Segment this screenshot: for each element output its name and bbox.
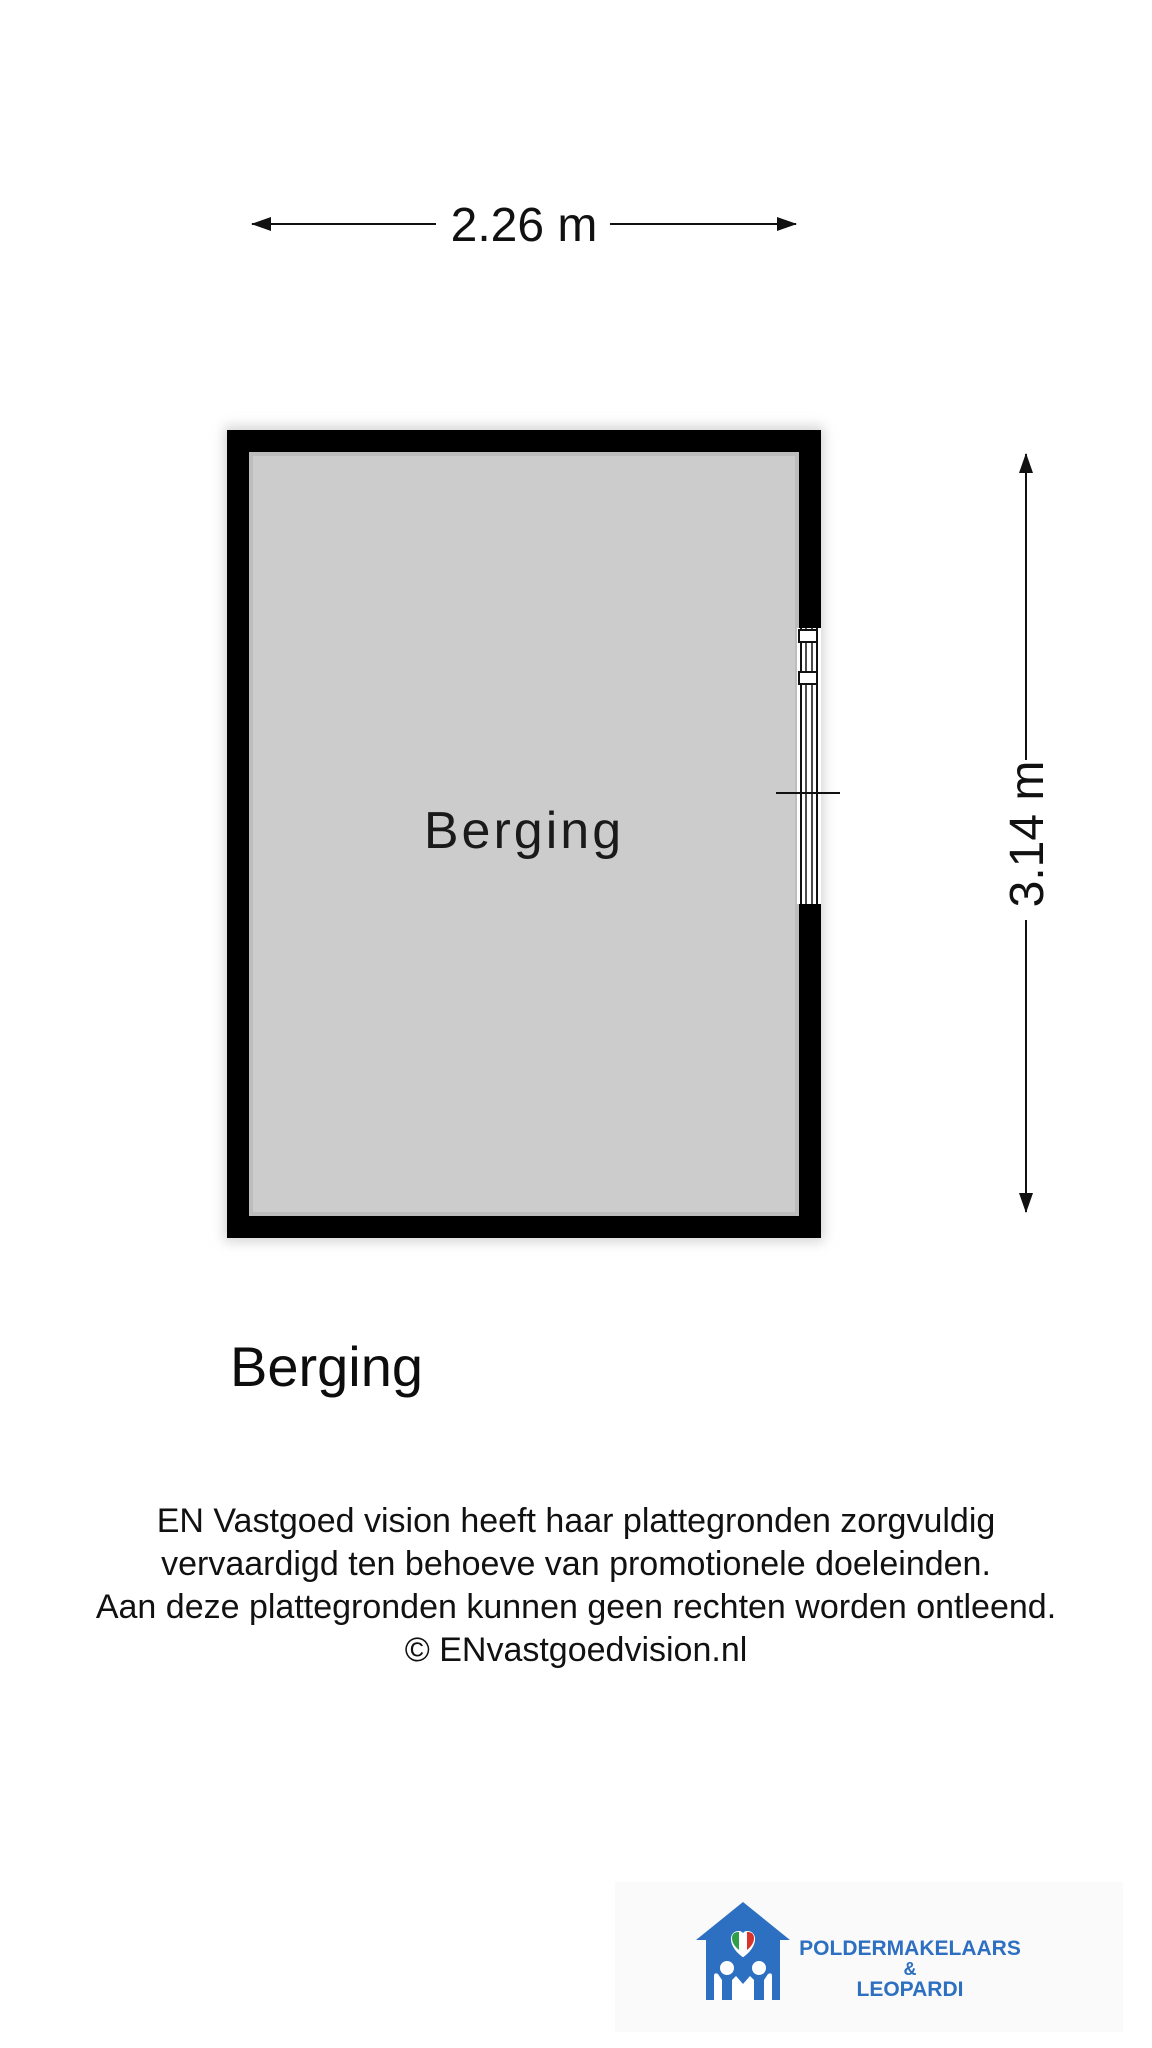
house-logo-icon: [692, 1898, 794, 2004]
brand-name-line2: LEOPARDI: [856, 1978, 964, 2001]
width-dimension-label: 2.26 m: [450, 199, 598, 252]
door-post-mid: [799, 672, 817, 684]
disclaimer: [0, 1500, 1152, 1672]
disclaimer-line: Aan deze plattegronden kunnen geen rechten worden ontleend.: [95, 1588, 1057, 1626]
width-dimension: [252, 199, 796, 252]
brand-name-ampersand: &: [903, 1959, 917, 1979]
height-dimension: [1001, 454, 1054, 1212]
disclaimer-copyright: © ENvastgoedvision.nl: [404, 1631, 748, 1669]
door-post-top: [799, 630, 817, 642]
room-label: Berging: [423, 802, 625, 860]
height-dimension-label: 3.14 m: [1001, 760, 1054, 908]
disclaimer-line: EN Vastgoed vision heeft haar plattegronden zorgvuldig: [156, 1502, 996, 1540]
disclaimer-line: vervaardigd ten behoeve van promotionele doeleinden.: [161, 1545, 991, 1583]
floor-title: Berging: [230, 1335, 424, 1398]
room-berging: [224, 426, 840, 1242]
brand-logo-text: [780, 1937, 1040, 2003]
brand-name-line1: POLDERMAKELAARS: [799, 1937, 1021, 1960]
